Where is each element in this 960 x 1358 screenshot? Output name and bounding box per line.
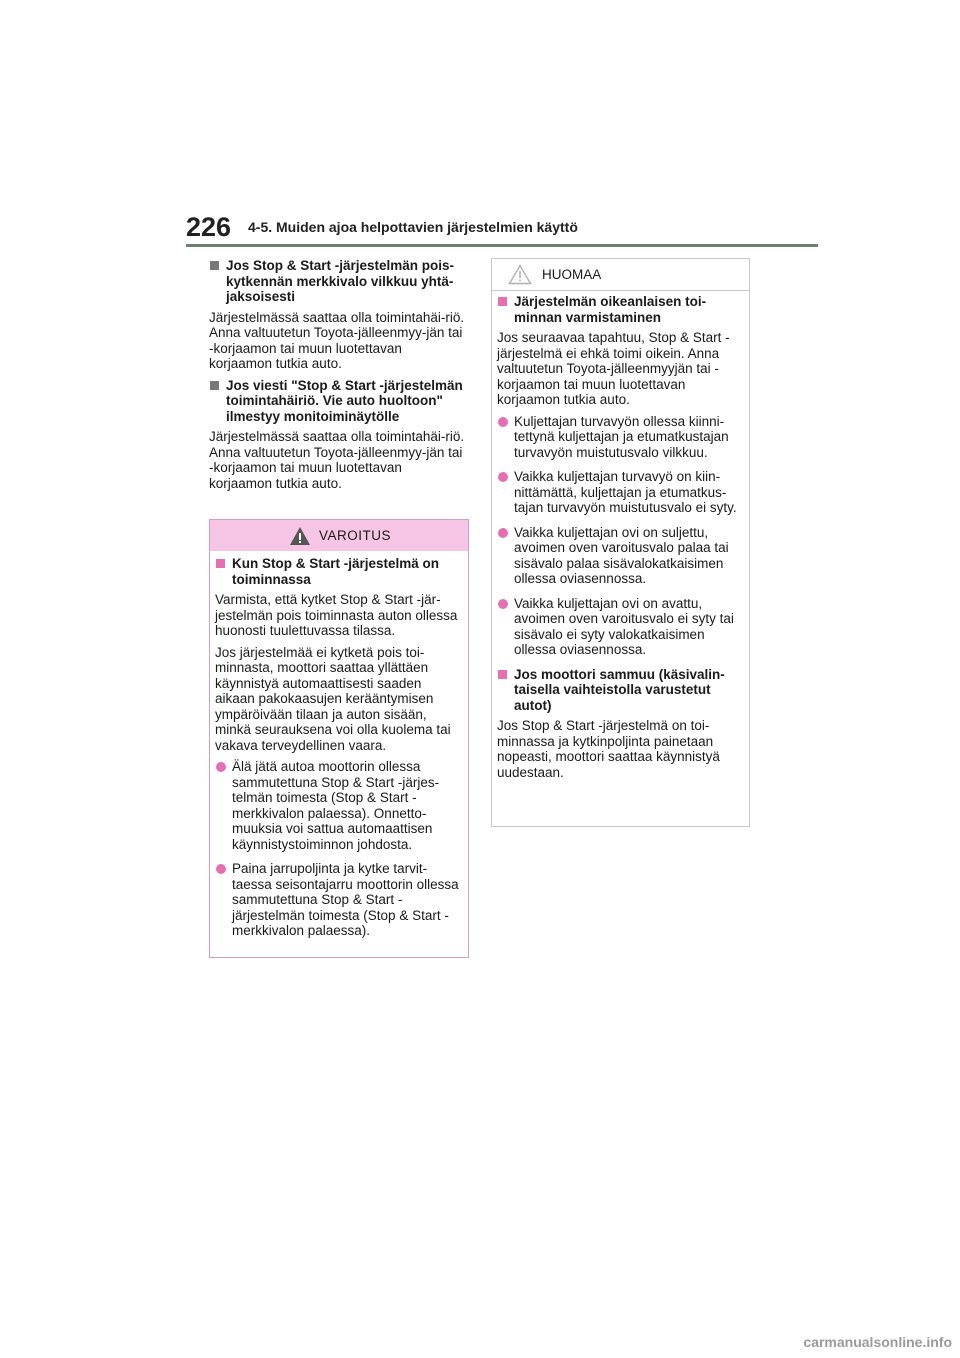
list-item-text: Kuljettajan turvavyön ollessa kiinni-tettynä kuljettajan ja etumatkustajan turvavyön muistutusvalo vilkkuu. <box>514 413 729 460</box>
square-bullet-icon <box>216 559 225 568</box>
page-header <box>186 212 818 248</box>
list-item <box>497 596 743 658</box>
list-item-text: Vaikka kuljettajan turvavyö on kiin-nittämättä, kuljettajan ja etumatkus-tajan turvavyön muistutusvalo ei syty. <box>514 469 737 515</box>
section-heading-text: Jos viesti "Stop & Start -järjestelmän toimintahäiriö. Vie auto huoltoon" ilmestyy monitoiminäytölle <box>226 377 463 424</box>
bullet-dot-icon <box>216 864 226 874</box>
square-bullet-icon <box>210 261 219 270</box>
list-item <box>497 525 743 587</box>
section-heading-text: Järjestelmän oikeanlaisen toi-minnan varmistaminen <box>514 294 707 325</box>
caution-triangle-icon <box>508 264 532 285</box>
list-item-text: Älä jätä autoa moottorin ollessa sammutettuna Stop & Start -järjes-telmän toimesta (Stop & Start -merkkivalon palaessa). Onnetto-muuksia voi sattua automaattisen käynnistystoiminnon johdosta. <box>232 759 440 852</box>
section-heading-text: Jos moottori sammuu (käsivalin-taisella vaihteistolla varustetut autot) <box>514 666 725 713</box>
bullet-dot-icon <box>498 599 508 609</box>
paragraph: Jos Stop & Start -järjestelmä on toi-minnassa ja kytkinpoljinta painetaan nopeasti, moottori saattaa käynnistyä uudestaan. <box>497 718 720 780</box>
paragraph: Jos seuraavaa tapahtuu, Stop & Start -järjestelmä ei ehkä toimi oikein. Anna valtuutetun Toyota-jälleenmyyjän tai -korjaamon tai muun luotettavan korjaamon tutkia auto. <box>497 330 730 407</box>
warning-body <box>215 556 463 948</box>
list-item <box>215 861 463 939</box>
list-item <box>215 759 463 852</box>
chapter-title: 4-5. Muiden ajoa helpottavien järjestelmien käyttö <box>248 219 578 235</box>
warning-box <box>209 519 469 958</box>
page-number: 226 <box>186 212 232 242</box>
bullet-dot-icon <box>498 417 508 427</box>
section-heading <box>497 294 743 325</box>
warning-header <box>210 520 468 551</box>
section-heading <box>215 556 463 587</box>
notice-title: HUOMAA <box>542 267 602 282</box>
paragraph: Varmista, että kytket Stop & Start -jär-jestelmän pois toiminnasta auton ollessa huonosti tuulettuvassa tilassa. <box>215 592 458 638</box>
notice-body <box>497 294 743 786</box>
section-heading <box>497 667 743 714</box>
section-heading-text: Jos Stop & Start -järjestelmän pois-kytkennän merkkivalo vilkkuu yhtä-jaksoisesti <box>226 258 455 304</box>
paragraph: Järjestelmässä saattaa olla toimintahäi-riö. Anna valtuutetun Toyota-jälleenmyy-jän tai -korjaamon tai muun luotettavan korjaamon tutkia auto. <box>209 429 465 491</box>
paragraph: Jos järjestelmää ei kytketä pois toi-minnasta, moottori saattaa yllättäen käynnistyä automaattisesti saaden aikaan pakokaasujen kerääntymisen ympäröivään tilaan ja auton sisään, minkä seurauksena voi olla kuolema tai vakava terveydellinen vaara. <box>215 644 451 753</box>
section-heading-text: Kun Stop & Start -järjestelmä on toiminnassa <box>232 556 440 587</box>
section-heading <box>209 258 467 305</box>
list-item-text: Vaikka kuljettajan ovi on avattu, avoimen oven varoitusvalo ei syty tai sisävalo ei syty valokatkaisimen ollessa oviasennossa. <box>514 595 734 657</box>
paragraph: Järjestelmässä saattaa olla toimintahäi-riö. Anna valtuutetun Toyota-jälleenmyy-jän tai -korjaamon tai muun luotettavan korjaamon tutkia auto. <box>209 309 465 371</box>
square-bullet-icon <box>498 670 507 679</box>
warning-triangle-icon <box>289 526 311 546</box>
list-item-text: Vaikka kuljettajan ovi on suljettu, avoimen oven varoitusvalo palaa tai sisävalo palaa sisävalokatkaisimen ollessa oviasennossa. <box>514 524 729 586</box>
section-heading <box>209 378 467 425</box>
bullet-dot-icon <box>498 528 508 538</box>
bullet-dot-icon <box>216 762 226 772</box>
bullet-dot-icon <box>498 472 508 482</box>
square-bullet-icon <box>210 381 219 390</box>
left-column <box>209 258 467 497</box>
list-item <box>497 414 743 461</box>
footer-watermark: carmanualsonline.info <box>803 1334 952 1350</box>
warning-title: VAROITUS <box>319 528 392 543</box>
list-item <box>497 469 743 516</box>
square-bullet-icon <box>498 297 507 306</box>
header-divider <box>186 244 818 247</box>
notice-box <box>491 258 750 827</box>
notice-header <box>492 259 749 291</box>
list-item-text: Paina jarrupoljinta ja kytke tarvit-taessa seisontajarru moottorin ollessa sammutettuna Stop & Start -järjestelmän toimesta (Stop & Start -merkkivalon palaessa). <box>232 861 459 938</box>
